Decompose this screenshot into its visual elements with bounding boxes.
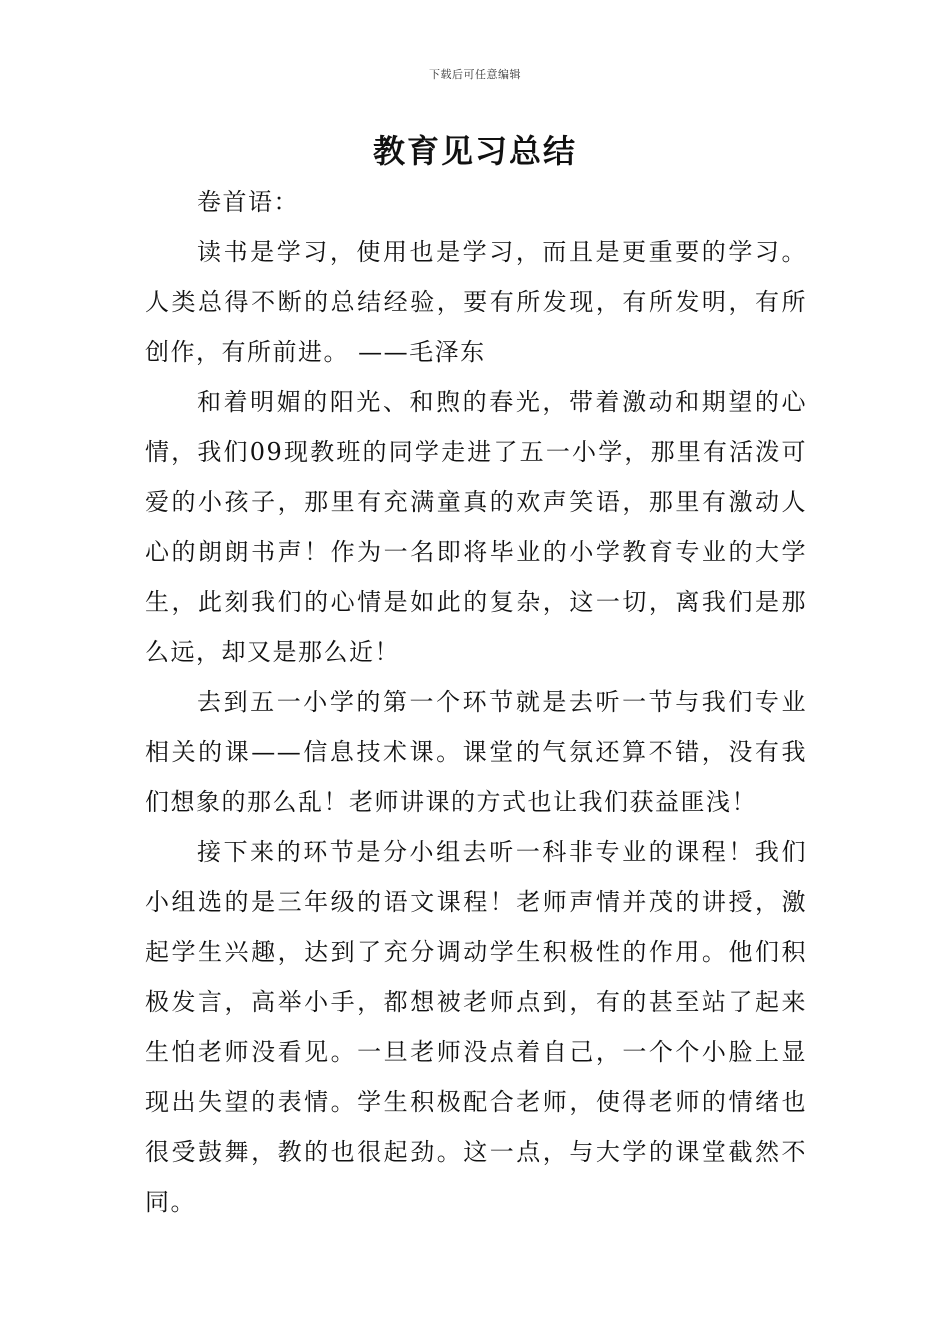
document-body bbox=[145, 177, 807, 1227]
header-note: 下载后可任意编辑 bbox=[429, 68, 521, 81]
paragraph-preface-label: 卷首语： bbox=[197, 188, 299, 216]
paragraph-group-lesson: 接下来的环节是分小组去听一科非专业的课程！我们小组选的是三年级的语文课程！老师声情并茂的讲授，激起学生兴趣，达到了充分调动学生积极性的作用。他们积极发言，高举小手，都想被老师点到，有的甚至站了起来生怕老师没看见。一旦老师没点着自己，一个个小脸上显现出失望的表情。学生积极配合老师，使得老师的情绪也很受鼓舞，教的也很起劲。这一点，与大学的课堂截然不同。 bbox=[145, 838, 807, 1216]
paragraph-intro: 和着明媚的阳光、和煦的春光，带着激动和期望的心情，我们09现教班的同学走进了五一小学，那里有活泼可爱的小孩子，那里有充满童真的欢声笑语，那里有激动人心的朗朗书声！作为一名即将毕业的小学教育专业的大学生，此刻我们的心情是如此的复杂，这一切，离我们是那么远，却又是那么近！ bbox=[145, 388, 807, 666]
paragraph-first-lesson: 去到五一小学的第一个环节就是去听一节与我们专业相关的课——信息技术课。课堂的气氛还算不错，没有我们想象的那么乱！老师讲课的方式也让我们获益匪浅！ bbox=[145, 688, 807, 816]
document-title: 教育见习总结 bbox=[372, 132, 577, 170]
paragraph-quote: 读书是学习，使用也是学习，而且是更重要的学习。人类总得不断的总结经验，要有所发现，有所发明，有所创作，有所前进。 ——毛泽东 bbox=[145, 238, 807, 366]
